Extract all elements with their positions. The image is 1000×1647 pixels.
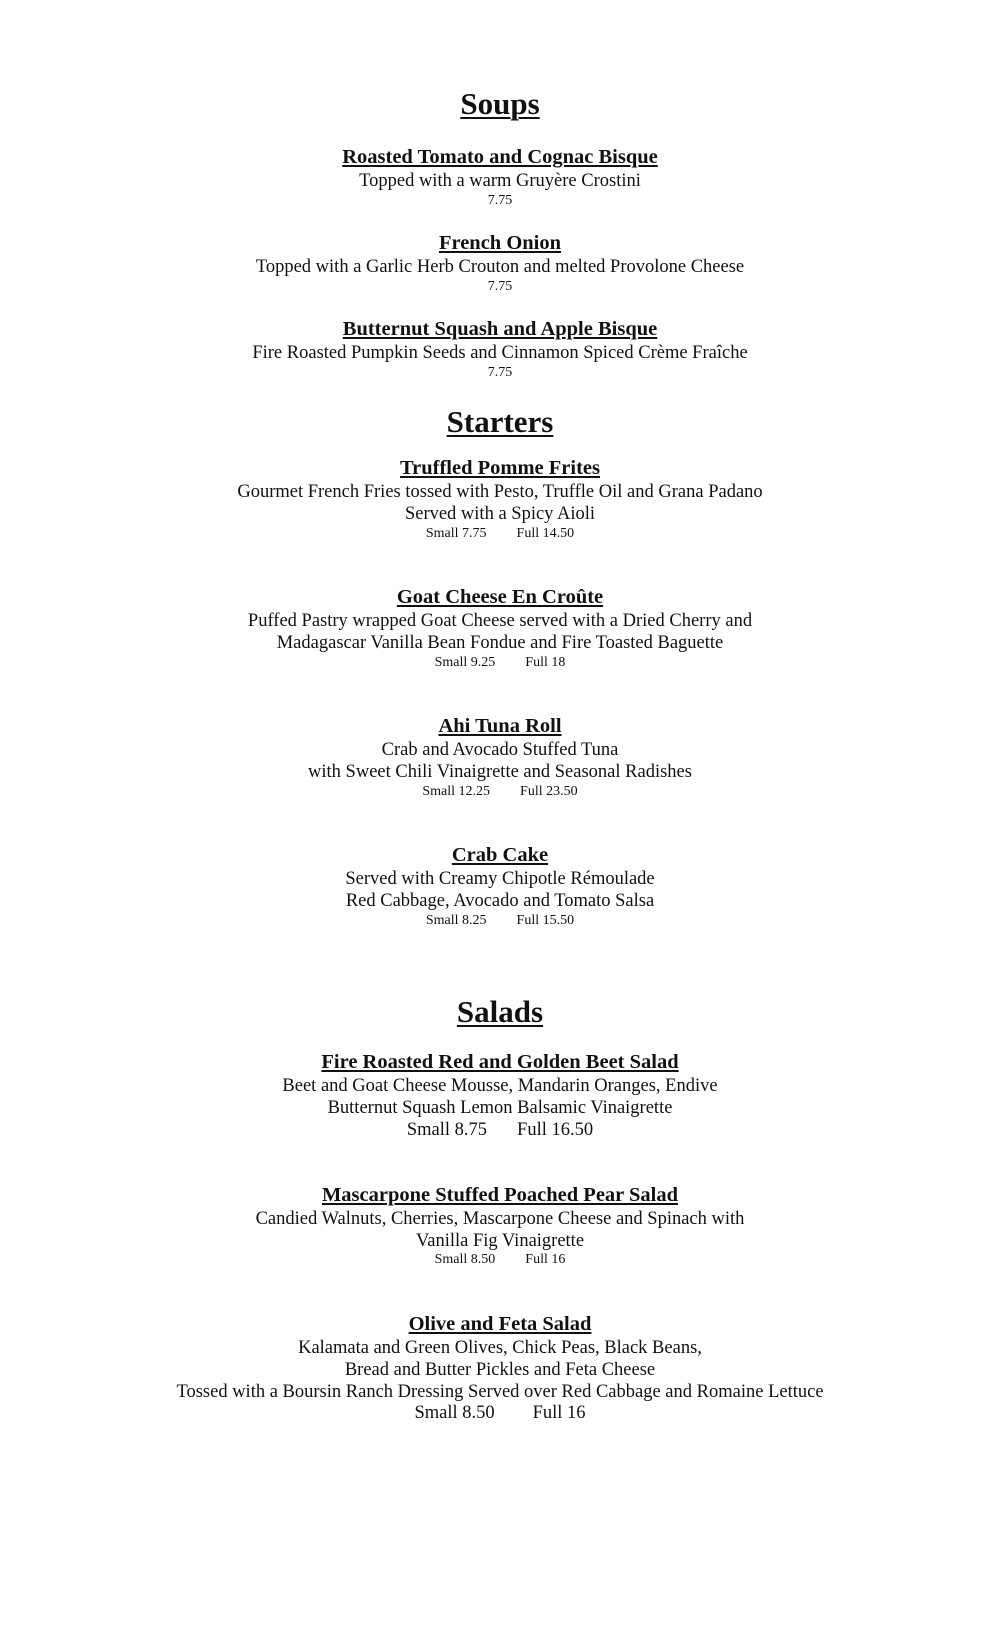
price-small: Small 9.25 bbox=[434, 655, 496, 670]
item-description: Vanilla Fig Vinaigrette bbox=[415, 1231, 585, 1251]
item-description: Gourmet French Fries tossed with Pesto, Truffle Oil and Grana Padano bbox=[237, 482, 763, 502]
item-name: Truffled Pomme Frites bbox=[400, 457, 600, 479]
item-name: Ahi Tuna Roll bbox=[438, 715, 562, 737]
item-name: French Onion bbox=[438, 232, 562, 254]
item-description: Bread and Butter Pickles and Feta Cheese bbox=[344, 1360, 656, 1380]
item-description: Kalamata and Green Olives, Chick Peas, Black Beans, bbox=[298, 1338, 702, 1358]
item-price-row bbox=[0, 1120, 1000, 1141]
price-small: Small 7.75 bbox=[425, 526, 487, 541]
price-full: Full 16 bbox=[532, 1403, 586, 1423]
item-price: 7.75 bbox=[487, 193, 513, 208]
price-full: Full 18 bbox=[525, 655, 566, 670]
item-price-row bbox=[0, 913, 1000, 929]
item-price-row bbox=[0, 784, 1000, 800]
item-description: Fire Roasted Pumpkin Seeds and Cinnamon Spiced Crème Fraîche bbox=[252, 343, 748, 363]
item-price: 7.75 bbox=[487, 365, 513, 380]
item-name: Mascarpone Stuffed Poached Pear Salad bbox=[321, 1184, 679, 1206]
item-name: Goat Cheese En Croûte bbox=[396, 586, 604, 608]
item-description: Topped with a Garlic Herb Crouton and melted Provolone Cheese bbox=[255, 257, 745, 277]
section-title-soups: Soups bbox=[460, 86, 540, 121]
item-description: Served with a Spicy Aioli bbox=[404, 504, 596, 524]
item-price-row bbox=[0, 655, 1000, 671]
item-name: Fire Roasted Red and Golden Beet Salad bbox=[321, 1051, 679, 1073]
item-description: Butternut Squash Lemon Balsamic Vinaigrette bbox=[327, 1098, 673, 1118]
item-description: Beet and Goat Cheese Mousse, Mandarin Oranges, Endive bbox=[282, 1076, 718, 1096]
item-description: Puffed Pastry wrapped Goat Cheese served with a Dried Cherry and bbox=[247, 611, 753, 631]
item-name: Butternut Squash and Apple Bisque bbox=[342, 318, 658, 340]
item-name: Crab Cake bbox=[451, 844, 549, 866]
item-description: Topped with a warm Gruyère Crostini bbox=[359, 171, 641, 191]
price-full: Full 16 bbox=[525, 1252, 566, 1267]
item-price: 7.75 bbox=[487, 279, 513, 294]
item-name: Olive and Feta Salad bbox=[408, 1313, 592, 1335]
item-description: Candied Walnuts, Cherries, Mascarpone Cheese and Spinach with bbox=[255, 1209, 745, 1229]
item-description: Red Cabbage, Avocado and Tomato Salsa bbox=[345, 891, 655, 911]
item-description: Tossed with a Boursin Ranch Dressing Served over Red Cabbage and Romaine Lettuce bbox=[176, 1382, 824, 1402]
item-name: Roasted Tomato and Cognac Bisque bbox=[342, 146, 658, 168]
section-title-starters: Starters bbox=[446, 404, 554, 439]
item-price-row bbox=[0, 1252, 1000, 1268]
price-full: Full 14.50 bbox=[516, 526, 575, 541]
price-small: Small 8.25 bbox=[425, 913, 487, 928]
price-full: Full 15.50 bbox=[516, 913, 575, 928]
item-description: Crab and Avocado Stuffed Tuna bbox=[381, 740, 619, 760]
item-description: Madagascar Vanilla Bean Fondue and Fire Toasted Baguette bbox=[276, 633, 724, 653]
item-description: with Sweet Chili Vinaigrette and Seasonal Radishes bbox=[308, 762, 692, 782]
price-small: Small 8.50 bbox=[434, 1252, 496, 1267]
item-price-row bbox=[0, 526, 1000, 542]
item-description: Served with Creamy Chipotle Rémoulade bbox=[345, 869, 655, 889]
price-small: Small 8.50 bbox=[414, 1403, 495, 1423]
price-small: Small 8.75 bbox=[406, 1120, 488, 1140]
section-title-salads: Salads bbox=[456, 994, 544, 1029]
price-full: Full 16.50 bbox=[517, 1120, 594, 1140]
price-full: Full 23.50 bbox=[520, 784, 578, 799]
item-price-row bbox=[0, 1403, 1000, 1424]
price-small: Small 12.25 bbox=[422, 784, 491, 799]
